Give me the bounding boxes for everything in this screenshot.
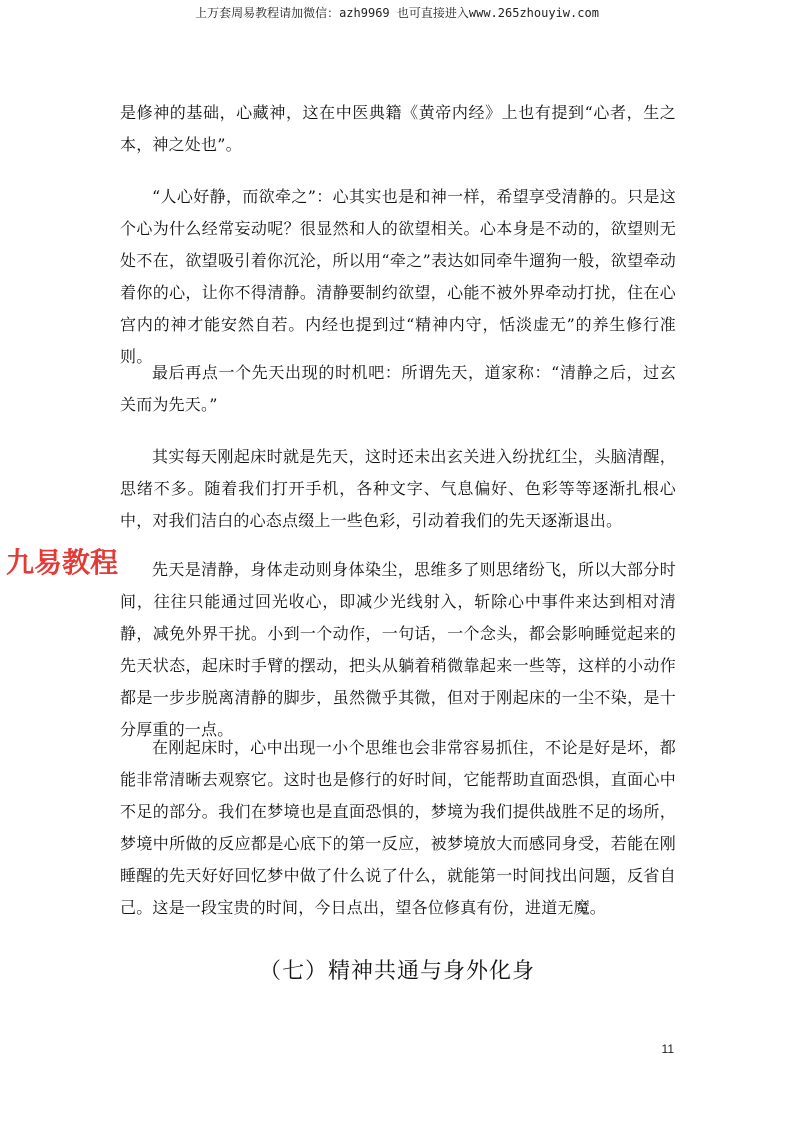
paragraph-1: 是修神的基础，心藏神，这在中医典籍《黄帝内经》上也有提到“心者，生之本，神之处也”。 <box>120 103 676 154</box>
page-number: 11 <box>661 1042 674 1056</box>
section-heading: （七）精神共通与身外化身 <box>258 959 535 984</box>
watermark-logo: 九易教程 <box>6 543 124 583</box>
paragraph-6: 在刚起床时，心中出现一小个思维也会非常容易抓住，不论是好是坏，都能非常清晰去观察它。这时也是修行的好时间，它能帮助直面恐惧，直面心中不足的部分。我们在梦境也是直面恐惧的，梦境为我们提供战胜不足的场所，梦境中所做的反应都是心底下的第一反应，被梦境放大而感同身受，若能在刚睡醒的先天好好回忆梦中做了什么说了什么，就能第一时间找出问题，反省自己。这是一段宝贵的时间，今日点出，望各位修真有份，进道无魔。 <box>120 738 676 917</box>
paragraph-3: 最后再点一个先天出现的时机吧：所谓先天，道家称：“清静之后，过玄关而为先天。” <box>120 363 676 414</box>
paragraph-4: 其实每天刚起床时就是先天，这时还未出玄关进入纷扰红尘，头脑清醒，思绪不多。随着我们打开手机，各种文字、气息偏好、色彩等等逐渐扎根心中，对我们洁白的心态点缀上一些色彩，引动着我们的先天逐渐退出。 <box>120 447 676 530</box>
paragraph-2: “人心好静，而欲牵之”：心其实也是和神一样，希望享受清静的。只是这个心为什么经常妄动呢？很显然和人的欲望相关。心本身是不动的，欲望则无处不在，欲望吸引着你沉沦，所以用“牵之”表达如同牵牛遛狗一般，欲望牵动着你的心，让你不得清静。清静要制约欲望，心能不被外界牵动打扰，住在心宫内的神才能安然自若。内经也提到过“精神内守，恬淡虚无”的养生修行准则。 <box>120 187 676 366</box>
paragraph-5: 先天是清静，身体走动则身体染尘，思维多了则思绪纷飞，所以大部分时间，往往只能通过回光收心，即减少光线射入，斩除心中事件来达到相对清静，减免外界干扰。小到一个动作，一句话，一个念头，都会影响睡觉起来的先天状态，起床时手臂的摆动，把头从躺着稍微靠起来一些等，这样的小动作都是一步步脱离清静的脚步，虽然微乎其微，但对于刚起床的一尘不染，是十分厚重的一点。 <box>120 560 676 739</box>
page-header-banner: 上万套周易教程请加微信：azh9969 也可直接进入www.265zhouyiw.com <box>195 6 599 20</box>
